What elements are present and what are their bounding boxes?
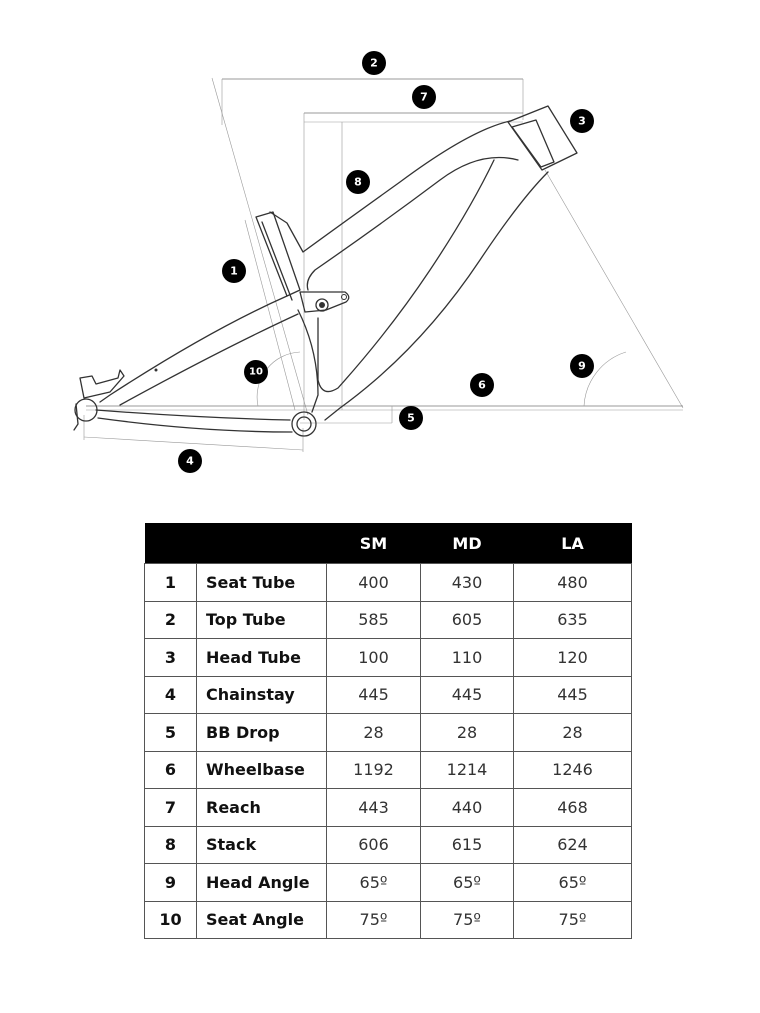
measurement-name: Reach bbox=[197, 789, 327, 827]
value-md: 75º bbox=[421, 901, 514, 939]
svg-text:4: 4 bbox=[186, 454, 194, 468]
table-row bbox=[145, 676, 632, 714]
svg-text:8: 8 bbox=[354, 175, 362, 189]
value-la: 28 bbox=[514, 714, 632, 752]
header-num bbox=[145, 523, 197, 564]
svg-text:3: 3 bbox=[578, 114, 586, 128]
row-number: 2 bbox=[145, 601, 197, 639]
value-md: 1214 bbox=[421, 751, 514, 789]
callout-7 bbox=[412, 85, 436, 109]
row-number: 4 bbox=[145, 676, 197, 714]
measurement-name: Seat Angle bbox=[197, 901, 327, 939]
measurement-name: Top Tube bbox=[197, 601, 327, 639]
value-la: 480 bbox=[514, 564, 632, 602]
row-number: 5 bbox=[145, 714, 197, 752]
value-la: 1246 bbox=[514, 751, 632, 789]
table-body bbox=[145, 564, 632, 939]
value-la: 624 bbox=[514, 826, 632, 864]
value-sm: 28 bbox=[327, 714, 421, 752]
header-la: LA bbox=[514, 523, 632, 564]
value-md: 430 bbox=[421, 564, 514, 602]
svg-text:7: 7 bbox=[420, 90, 428, 104]
callout-4 bbox=[178, 449, 202, 473]
header-sm: SM bbox=[327, 523, 421, 564]
value-sm: 445 bbox=[327, 676, 421, 714]
value-sm: 443 bbox=[327, 789, 421, 827]
callout-10 bbox=[244, 360, 268, 384]
value-md: 445 bbox=[421, 676, 514, 714]
value-md: 28 bbox=[421, 714, 514, 752]
table-row bbox=[145, 826, 632, 864]
row-number: 6 bbox=[145, 751, 197, 789]
value-la: 75º bbox=[514, 901, 632, 939]
value-la: 635 bbox=[514, 601, 632, 639]
bike-frame-diagram bbox=[0, 0, 760, 500]
measurement-name: Head Angle bbox=[197, 864, 327, 902]
measurement-name: BB Drop bbox=[197, 714, 327, 752]
callout-8 bbox=[346, 170, 370, 194]
callout-6 bbox=[470, 373, 494, 397]
value-la: 445 bbox=[514, 676, 632, 714]
geometry-table bbox=[144, 523, 632, 939]
svg-text:5: 5 bbox=[407, 411, 415, 425]
measurement-name: Head Tube bbox=[197, 639, 327, 677]
value-la: 468 bbox=[514, 789, 632, 827]
value-sm: 75º bbox=[327, 901, 421, 939]
value-sm: 400 bbox=[327, 564, 421, 602]
dimension-lines bbox=[84, 78, 683, 452]
value-sm: 100 bbox=[327, 639, 421, 677]
table-row bbox=[145, 714, 632, 752]
row-number: 1 bbox=[145, 564, 197, 602]
callout-9 bbox=[570, 354, 594, 378]
value-sm: 1192 bbox=[327, 751, 421, 789]
value-sm: 65º bbox=[327, 864, 421, 902]
table-header bbox=[145, 523, 632, 564]
value-md: 615 bbox=[421, 826, 514, 864]
table-row bbox=[145, 639, 632, 677]
svg-text:9: 9 bbox=[578, 359, 586, 373]
measurement-name: Chainstay bbox=[197, 676, 327, 714]
svg-text:6: 6 bbox=[478, 378, 486, 392]
table-row bbox=[145, 601, 632, 639]
value-md: 440 bbox=[421, 789, 514, 827]
header-name bbox=[197, 523, 327, 564]
value-md: 65º bbox=[421, 864, 514, 902]
value-md: 605 bbox=[421, 601, 514, 639]
row-number: 3 bbox=[145, 639, 197, 677]
row-number: 10 bbox=[145, 901, 197, 939]
table-row bbox=[145, 901, 632, 939]
table-row bbox=[145, 751, 632, 789]
value-sm: 585 bbox=[327, 601, 421, 639]
value-la: 65º bbox=[514, 864, 632, 902]
callout-1 bbox=[222, 259, 246, 283]
row-number: 9 bbox=[145, 864, 197, 902]
table-row bbox=[145, 789, 632, 827]
measurement-name: Seat Tube bbox=[197, 564, 327, 602]
callout-2 bbox=[362, 51, 386, 75]
frame-outline bbox=[74, 106, 577, 436]
measurement-name: Stack bbox=[197, 826, 327, 864]
svg-text:1: 1 bbox=[230, 264, 238, 278]
callout-5 bbox=[399, 406, 423, 430]
value-sm: 606 bbox=[327, 826, 421, 864]
measurement-name: Wheelbase bbox=[197, 751, 327, 789]
row-number: 7 bbox=[145, 789, 197, 827]
row-number: 8 bbox=[145, 826, 197, 864]
value-la: 120 bbox=[514, 639, 632, 677]
table-row bbox=[145, 864, 632, 902]
header-md: MD bbox=[421, 523, 514, 564]
svg-text:2: 2 bbox=[370, 56, 378, 70]
table-row bbox=[145, 564, 632, 602]
svg-text:10: 10 bbox=[249, 366, 263, 378]
value-md: 110 bbox=[421, 639, 514, 677]
callout-3 bbox=[570, 109, 594, 133]
